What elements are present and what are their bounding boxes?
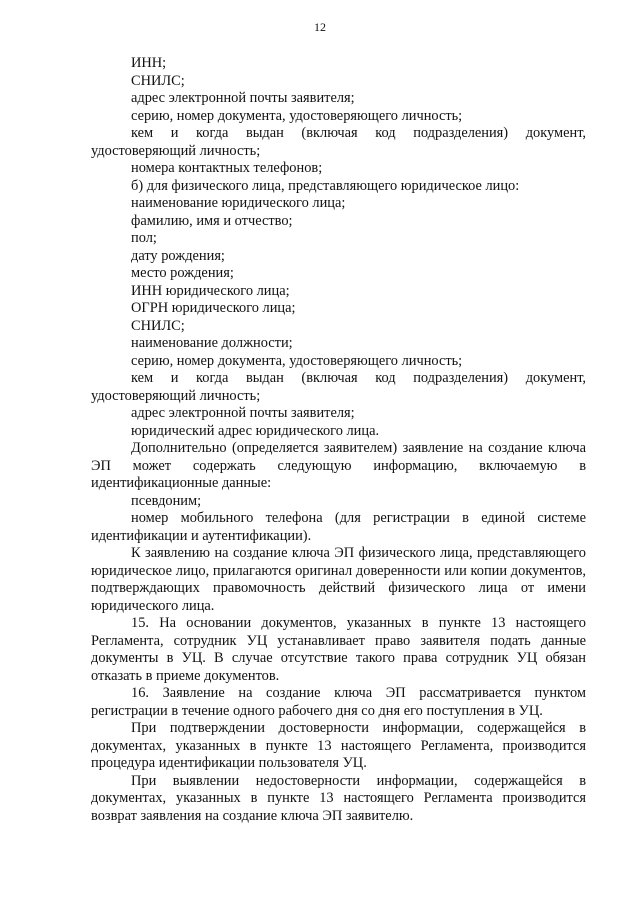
paragraph: номер мобильного телефона (для регистрации в единой системе идентификации и аутентификации).: [91, 510, 586, 544]
paragraph: 16. Заявление на создание ключа ЭП рассматривается пунктом регистрации в течение одного рабочего дня со дня его поступления в УЦ.: [91, 685, 586, 719]
paragraph: ОГРН юридического лица;: [131, 300, 296, 316]
paragraph: ИНН юридического лица;: [131, 282, 290, 299]
paragraph: пол;: [131, 230, 157, 246]
page-number: 12: [314, 20, 326, 34]
paragraph: номера контактных телефонов;: [131, 160, 323, 176]
paragraph: псевдоним;: [131, 492, 202, 509]
paragraph: юридический адрес юридического лица.: [131, 422, 380, 439]
paragraph: ИНН;: [131, 55, 167, 71]
paragraph: 15. На основании документов, указанных в пункте 13 настоящего Регламента, сотрудник УЦ устанавливает право заявителя подать данные документы в УЦ. В случае отсутствие такого права сотрудник УЦ обязан отказать в приеме документов.: [91, 615, 586, 684]
paragraph: При подтверждении достоверности информации, содержащейся в документах, указанных в пункте 13 настоящего Регламента, производится процедура идентификации пользователя УЦ.: [91, 720, 586, 771]
paragraph: дату рождения;: [131, 247, 225, 264]
paragraph: фамилию, имя и отчество;: [131, 212, 293, 229]
paragraph: адрес электронной почты заявителя;: [131, 405, 355, 421]
paragraph: При выявлении недостоверности информации, содержащейся в документах, указанных в пункте 13 настоящего Регламента производится возврат заявления на создание ключа ЭП заявителю.: [91, 772, 586, 824]
paragraph: серию, номер документа, удостоверяющего личность;: [131, 352, 463, 369]
paragraph: серию, номер документа, удостоверяющего личность;: [131, 107, 463, 124]
paragraph: б) для физического лица, представляющего юридическое лицо:: [131, 177, 520, 194]
paragraph: СНИЛС;: [131, 72, 185, 89]
document-body: [91, 55, 586, 825]
paragraph: наименование юридического лица;: [131, 195, 346, 211]
paragraph: адрес электронной почты заявителя;: [131, 90, 355, 106]
paragraph: Дополнительно (определяется заявителем) заявление на создание ключа ЭП может содержать следующую информацию, включаемую в идентификационные данные:: [91, 440, 586, 491]
paragraph: место рождения;: [131, 265, 234, 281]
paragraph: кем и когда выдан (включая код подразделения) документ, удостоверяющий личность;: [91, 125, 586, 159]
paragraph: СНИЛС;: [131, 317, 185, 334]
paragraph: кем и когда выдан (включая код подразделения) документ, удостоверяющий личность;: [91, 370, 586, 404]
paragraph: наименование должности;: [131, 335, 293, 351]
paragraph: К заявлению на создание ключа ЭП физического лица, представляющего юридическое лицо, прилагаются оригинал доверенности или копии документов, подтверждающих правомочность действий физического лица от имени юридического лица.: [91, 545, 586, 614]
